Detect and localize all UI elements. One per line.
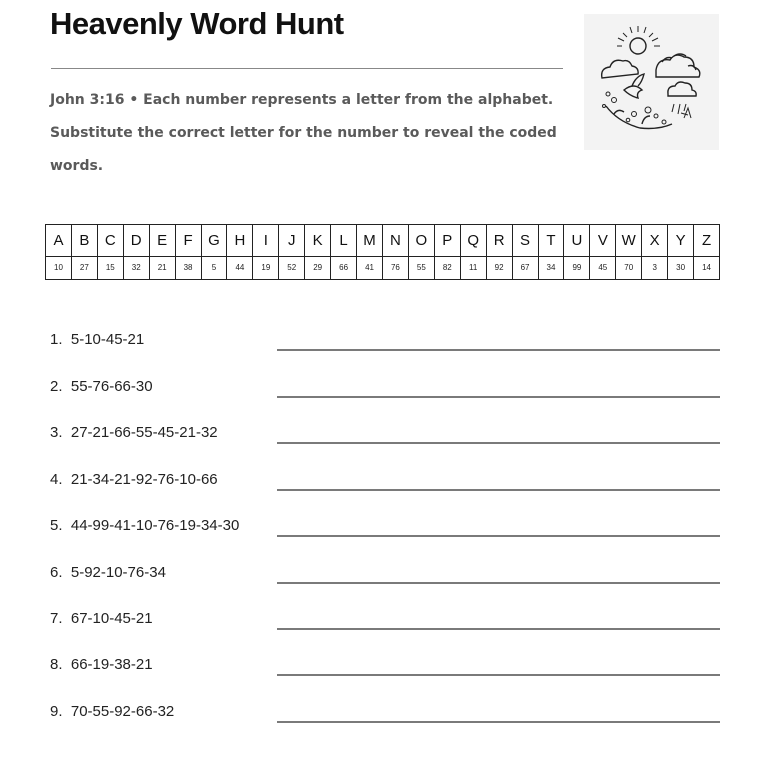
clue-code: 66-19-38-21 — [70, 656, 153, 673]
cipher-letter: E — [149, 225, 175, 257]
clue-code: 70-55-92-66-32 — [70, 703, 175, 720]
cipher-letter: J — [279, 225, 305, 257]
cipher-number: 10 — [46, 256, 72, 279]
clue-text — [50, 378, 153, 395]
clue-code: 67-10-45-21 — [70, 610, 153, 627]
cipher-number: 14 — [694, 256, 720, 279]
cipher-number: 55 — [408, 256, 434, 279]
answer-line[interactable] — [277, 674, 720, 676]
cipher-number: 30 — [668, 256, 694, 279]
answer-line[interactable] — [277, 721, 720, 723]
cipher-number: 67 — [512, 256, 538, 279]
clue-item — [50, 517, 720, 547]
clue-item — [50, 424, 720, 454]
cipher-number: 76 — [382, 256, 408, 279]
clue-text — [50, 703, 174, 720]
clue-code: 44-99-41-10-76-19-34-30 — [70, 517, 240, 534]
cipher-number: 52 — [279, 256, 305, 279]
cipher-letter: H — [227, 225, 253, 257]
cipher-number: 5 — [201, 256, 227, 279]
cipher-number: 29 — [305, 256, 331, 279]
clue-item — [50, 564, 720, 594]
clue-number: 8. — [50, 656, 63, 673]
cipher-letter: G — [201, 225, 227, 257]
cipher-number: 3 — [642, 256, 668, 279]
cipher-number: 34 — [538, 256, 564, 279]
cipher-letter: T — [538, 225, 564, 257]
cipher-number: 32 — [123, 256, 149, 279]
cipher-letter: L — [331, 225, 357, 257]
cipher-number: 66 — [331, 256, 357, 279]
cipher-letter: D — [123, 225, 149, 257]
cipher-letter: X — [642, 225, 668, 257]
cipher-letter: O — [408, 225, 434, 257]
answer-line[interactable] — [277, 442, 720, 444]
cipher-letter: W — [616, 225, 642, 257]
cipher-letter: I — [253, 225, 279, 257]
clue-text — [50, 610, 153, 627]
cipher-letter: B — [71, 225, 97, 257]
clue-code: 21-34-21-92-76-10-66 — [70, 471, 218, 488]
clue-text — [50, 424, 218, 441]
clue-item — [50, 703, 720, 733]
cipher-number: 21 — [149, 256, 175, 279]
cipher-letter: S — [512, 225, 538, 257]
cipher-number: 27 — [71, 256, 97, 279]
answer-line[interactable] — [277, 396, 720, 398]
cipher-letter: U — [564, 225, 590, 257]
cipher-number: 92 — [486, 256, 512, 279]
cipher-letter: N — [382, 225, 408, 257]
cipher-letter: V — [590, 225, 616, 257]
answer-line[interactable] — [277, 628, 720, 630]
clue-text — [50, 471, 218, 488]
cipher-letter: A — [46, 225, 72, 257]
clue-item — [50, 471, 720, 501]
answer-line[interactable] — [277, 535, 720, 537]
clue-code: 27-21-66-55-45-21-32 — [70, 424, 218, 441]
cipher-letter: K — [305, 225, 331, 257]
clue-item — [50, 610, 720, 640]
clue-text — [50, 517, 239, 534]
page-title: Heavenly Word Hunt — [50, 6, 344, 41]
cipher-letter: R — [486, 225, 512, 257]
answer-line[interactable] — [277, 582, 720, 584]
cipher-letter: C — [97, 225, 123, 257]
clue-item — [50, 378, 720, 408]
clue-code: 55-76-66-30 — [70, 378, 153, 395]
cipher-number: 70 — [616, 256, 642, 279]
instructions: John 3:16 • Each number represents a letter from the alphabet. Substitute the correct letter for the number to reveal the coded words. — [50, 92, 557, 174]
cipher-number: 19 — [253, 256, 279, 279]
clue-number: 6. — [50, 564, 63, 581]
clue-item — [50, 656, 720, 686]
cipher-letter: P — [434, 225, 460, 257]
clue-number: 1. — [50, 331, 63, 348]
cipher-number: 38 — [175, 256, 201, 279]
clue-code: 5-10-45-21 — [70, 331, 145, 348]
cipher-letter: Y — [668, 225, 694, 257]
clue-number: 4. — [50, 471, 63, 488]
cipher-letter: Z — [694, 225, 720, 257]
cipher-number: 15 — [97, 256, 123, 279]
clue-number: 5. — [50, 517, 63, 534]
clue-item — [50, 331, 720, 361]
clue-number: 3. — [50, 424, 63, 441]
cipher-letter: M — [357, 225, 383, 257]
answer-line[interactable] — [277, 349, 720, 351]
cipher-number: 44 — [227, 256, 253, 279]
cipher-number: 41 — [357, 256, 383, 279]
cipher-number: 11 — [460, 256, 486, 279]
clue-code: 5-92-10-76-34 — [70, 564, 166, 581]
cipher-number: 45 — [590, 256, 616, 279]
clue-number: 9. — [50, 703, 63, 720]
clue-number: 2. — [50, 378, 63, 395]
clue-text — [50, 331, 144, 348]
answer-line[interactable] — [277, 489, 720, 491]
cipher-letter: Q — [460, 225, 486, 257]
cipher-letter: F — [175, 225, 201, 257]
clue-number: 7. — [50, 610, 63, 627]
cipher-number: 99 — [564, 256, 590, 279]
clue-text — [50, 656, 153, 673]
cipher-number: 82 — [434, 256, 460, 279]
clue-text — [50, 564, 166, 581]
